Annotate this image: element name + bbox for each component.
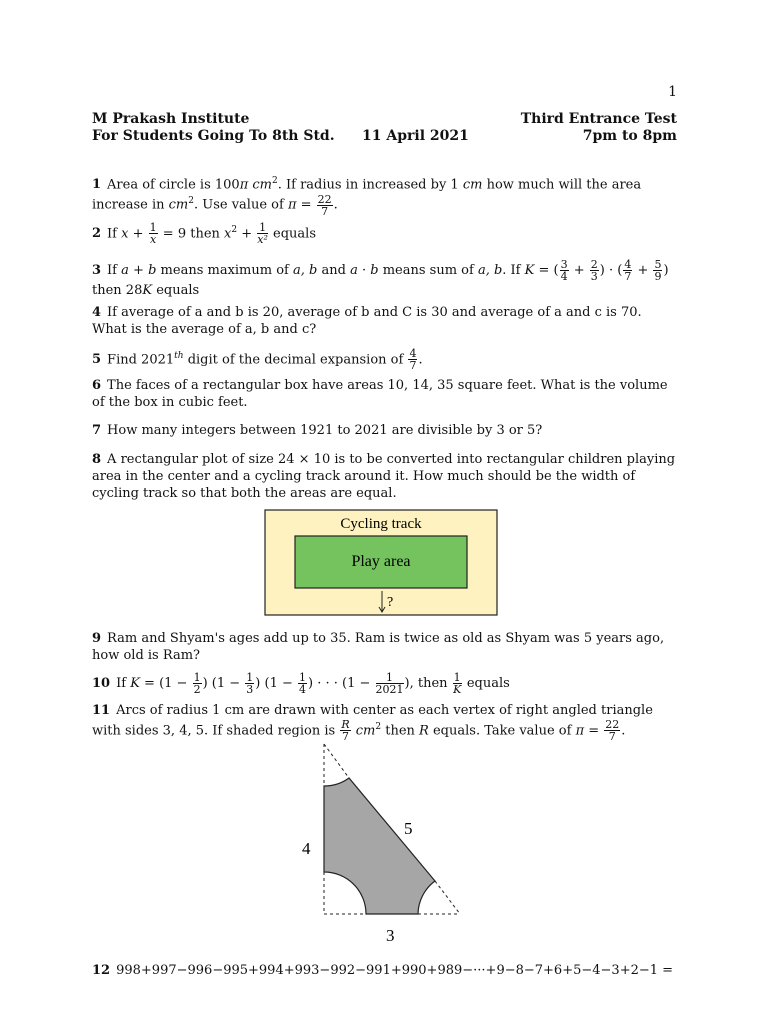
dashed-hyp-bottom — [435, 881, 460, 914]
question-9: 9 Ram and Shyam's ages add up to 35. Ram is twice as old as Shyam was 5 years ago, how old is Ram? — [92, 631, 665, 663]
test-date: 11 April 2021 — [362, 128, 469, 144]
question-number: 1 — [92, 177, 102, 193]
question-number: 4 — [92, 305, 102, 320]
question-11: 11 Arcs of radius 1 cm are drawn with center as each vertex of right angled triangle with sides 3, 4, 5. If shaded region is $\frac{R}{7}$ $cm^2$ then R equals. Take value of π = $\frac{22}{7}$ . — [92, 703, 653, 744]
question-number: 10 — [92, 676, 111, 691]
question-10: 10 If K = (1 − $\frac{1}{2}$ ) (1 − $\frac{1}{3}$ ) (1 − $\frac{1}{4}$ ) · · · (1 − $\frac{1}{2021}$ ), then $\frac{1}{K}$ equals — [92, 671, 510, 696]
side-label-3: 3 — [386, 926, 395, 945]
question-8: 8 A rectangular plot of size 24 × 10 is to be converted into rectangular children playing area in the center and a cycling track around it. How much should be the width of cycling track so that both the areas are equal. — [92, 452, 676, 501]
question-7: 7 How many integers between 1921 to 2021 are divisible by 3 or 5? — [92, 423, 543, 438]
cycling-track-figure — [264, 509, 499, 617]
question-number: 2 — [92, 226, 102, 242]
question-number: 6 — [92, 378, 102, 393]
triangle-arcs-figure — [290, 738, 480, 948]
question-number: 8 — [92, 452, 102, 467]
page-number: 1 — [668, 84, 677, 100]
question-number: 3 — [92, 263, 102, 278]
question-number: 7 — [92, 423, 102, 438]
side-label-4: 4 — [302, 839, 311, 858]
question-number: 12 — [92, 963, 111, 978]
question-5: 5 Find 2021th digit of the decimal expansion of $\frac{4}{7}$ . — [92, 347, 423, 373]
dashed-hyp-top — [324, 744, 349, 778]
test-name: Third Entrance Test — [520, 111, 677, 127]
institute-name: M Prakash Institute — [92, 111, 250, 127]
question-number: 5 — [92, 352, 102, 368]
track-width-label: ? — [387, 595, 394, 610]
question-12: 12 998+997−996−995+994+993−992−991+990+989−···+9−8−7+6+5−4−3+2−1 = — [92, 963, 674, 978]
question-1: 1 Area of circle is 100π $cm^2$. If radius in increased by 1 cm how much will the area increase in $cm^2$. Use value of π = $\frac{22}{7}$ . — [92, 176, 642, 218]
test-time: 7pm to 8pm — [582, 128, 677, 144]
side-label-5: 5 — [404, 819, 413, 838]
question-3: 3 If a + b means maximum of a, b and a · b means sum of a, b. If K = ( $\frac{3}{4}$ + $\frac{2}{3}$ ) · ( $\frac{4}{7}$ + $\frac{5}{9}$ ) then 28K equals — [92, 258, 669, 298]
play-area-label: Play area — [351, 553, 411, 570]
cycling-track-label: Cycling track — [340, 516, 422, 532]
target-students: For Students Going To 8th Std. — [92, 128, 335, 144]
question-number: 9 — [92, 631, 102, 646]
question-4: 4 If average of a and b is 20, average of b and C is 30 and average of a and c is 70. What is the average of a, b and c? — [92, 305, 642, 337]
question-6: 6 The faces of a rectangular box have areas 10, 14, 35 square feet. What is the volume of the box in cubic feet. — [92, 378, 668, 410]
question-number: 11 — [92, 703, 111, 718]
shaded-region — [324, 778, 435, 914]
question-2: 2 If x + $\frac{1}{x}$ = 9 then $x^2$ + $\frac{1}{\text{x²}}$ equals — [92, 221, 317, 247]
